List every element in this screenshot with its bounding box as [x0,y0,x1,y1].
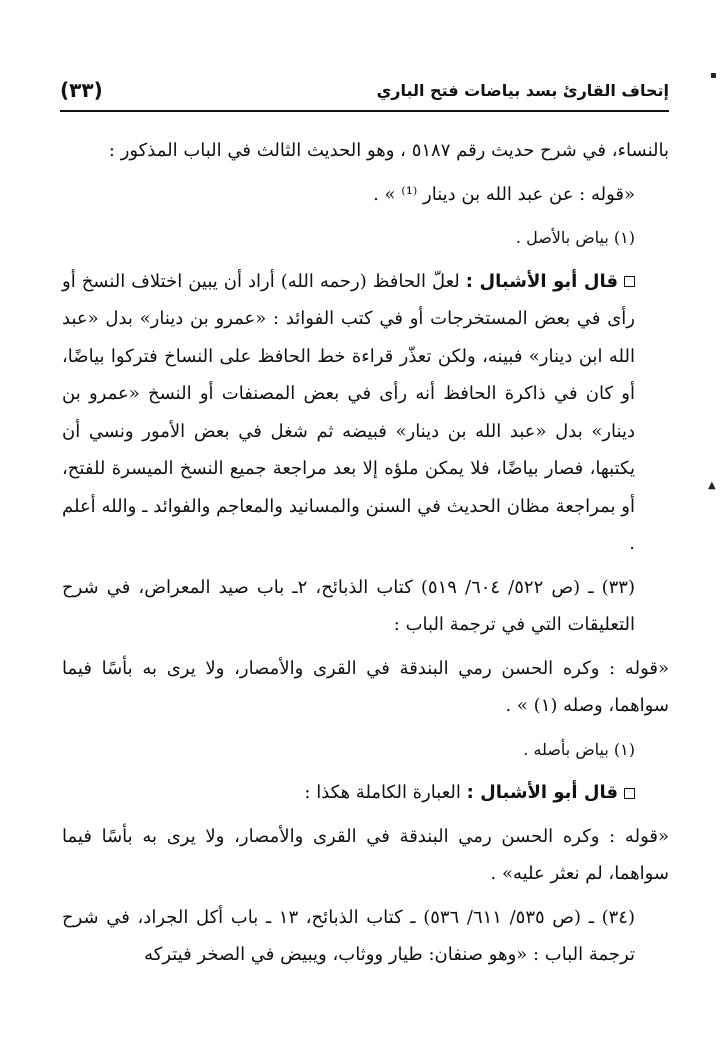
quote-hadith: «قوله : عن عبد الله بن دينار ⁽¹⁾ » . [373,183,635,205]
running-title: إتحاف القارئ بسد بياضات فتح الباري [376,80,669,100]
footnote-1: (١) بياض بالأصل . [515,228,635,247]
entry-33: (٣٣) ـ (ص ٥٢٢/ ٦٠٤/ ٥١٩) كتاب الذبائح، ٢ـ باب صيد المعراض، في شرح التعليقات التي في ترجمة الباب : [62,576,635,635]
header-rule [60,110,669,112]
quote-hasan-1: «قوله : وكره الحسن رمي البندقة في القرى والأمصار، ولا يرى به بأسًا فيما سواهما، وصله (١) » . [62,657,669,716]
commentator-label: قال أبو الأشبال : [465,270,618,292]
square-bullet-icon [624,788,635,799]
scan-mark: ▲ [708,480,716,491]
page-body [62,132,669,980]
square-bullet-icon [624,276,635,287]
page-number: (٣٣) [60,78,103,102]
quote-hasan-2: «قوله : وكره الحسن رمي البندقة في القرى والأمصار، ولا يرى به بأسًا فيما سواهما، لم نعثر عليه» . [62,825,669,884]
commentator-label: قال أبو الأشبال : [466,782,618,803]
commentary-text: العبارة الكاملة هكذا : [304,782,461,803]
footnote-2: (١) بياض بأصله . [523,739,635,759]
commentary-text: لعلّ الحافظ (رحمه الله) أراد أن يبين اختلاف النسخ أو رأى في بعض المستخرجات أو في كتب الفوائد : «عمرو بن دينار» بدل «عبد الله ابن دينار» فبينه، ولكن تعذّر قراءة خط الحافظ على النساخ فتركوا بياضًا، أو كان في ذاكرة الحافظ أنه رأى في بعض المصنفات أو النسخ «عمرو بن دينار» بدل «عبد الله بن دينار» فبيضه ثم شغل في بعض الأمور ونسي أن يكتبها، فصار بياضًا، فلا يمكن ملؤه إلا بعد مراجعة جميع النسخ الميسرة للفتح، أو بمراجعة مظان الحديث في السنن والمسانيد والمعاجم والفوائد ـ والله أعلم . [62,270,635,554]
scan-mark: ▪ [710,70,717,81]
paragraph-intro: بالنساء، في شرح حديث رقم ٥١٨٧ ، وهو الحديث الثالث في الباب المذكور : [108,140,669,161]
page-header [60,72,669,108]
commentary-1 [62,263,669,563]
entry-34: (٣٤) ـ (ص ٥٣٥/ ٦١١/ ٥٣٦) ـ كتاب الذبائح، ١٣ ـ باب أكل الجراد، في شرح ترجمة الباب : «وهو صنفان: طيار ووثاب، ويبيض في الصخر فيتركه [62,906,636,965]
commentary-2 [62,774,669,812]
